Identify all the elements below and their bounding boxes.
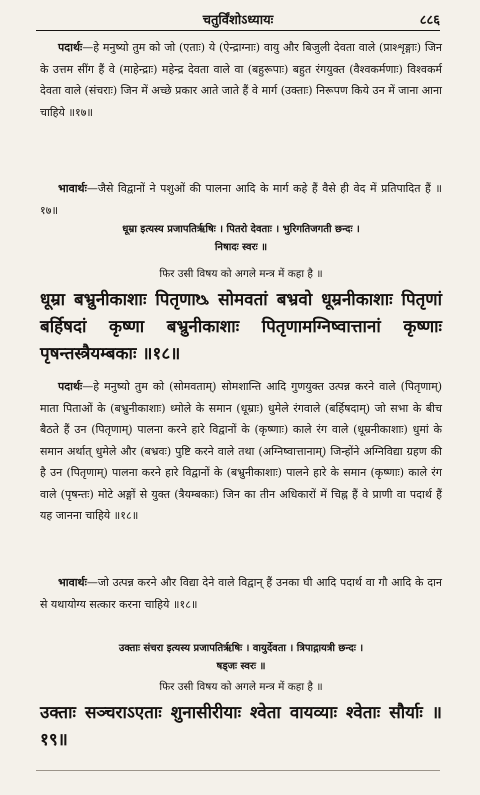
verse19-mantra: उक्ताः सञ्चराऽएताः शुनासीरीयाः श्वेता वायव्याः श्वेताः सौर्याः ॥१९॥ — [40, 703, 442, 750]
bhavartha-text: —जैसे विद्वानों ने पशुओं की पालना आदि के मार्ग कहे हैं वैसे ही वेद में प्रतिपादित हैं ॥१७॥ — [40, 182, 442, 217]
verse18-bhavartha — [40, 572, 442, 615]
verse18-intro: फिर उसी विषय को अगले मन्त्र में कहा है ॥ — [159, 268, 323, 280]
verse19-rishi-line: उक्ताः संचरा इत्यस्य प्रजापतिर्ऋषिः । वायुर्देवता । त्रिपाद्गायत्री छन्दः । — [118, 643, 364, 654]
verse18-svara-line: निषादः स्वरः ॥ — [214, 242, 268, 253]
bottom-rule — [36, 770, 440, 771]
page-number: ८८६ — [419, 13, 440, 28]
verse19-svara-line: षड्जः स्वरः ॥ — [216, 661, 266, 672]
bhavartha-text: —जो उत्पन्न करने और विद्या देने वाले विद्वान् हैं उनका घी आदि पदार्थ वा गौ आदि के दान से यथायोग्य सत्कार करना चाहिये ॥१८॥ — [40, 576, 442, 611]
header-rule — [36, 30, 440, 31]
chapter-title: चतुर्विंशोऽध्यायः — [202, 13, 274, 28]
verse17-padartha — [40, 37, 442, 123]
verse18-padartha — [40, 376, 442, 527]
bhavartha-label: भावार्थः — [58, 182, 87, 195]
padartha-text: —हे मनुष्यो तुम को (सोमवताम्) सोमशान्ति आदि गुणयुक्त उत्पन्न करने वाले (पितृणाम्) माता पिताओं के (बभ्रुनीकाशाः) ध्मोले के समान (धूम्राः) धुमेले रंगवाले (बर्हिषदाम्) जो सभा के बीच बैठते हैं उन (पितृणाम्) पालना करने हारे विद्वानों के (कृष्णाः) काले रंग वाले (धूम्रनीकाशाः) धुमां के समान अर्थात् धुमेले और (बभ्रवः) पुष्टि करने वाले तथा (अग्निष्वात्तानाम्) जिन्होंने अग्निविद्या ग्रहण की है उन (पितृणाम्) पालना करने हारे विद्वानों के (बभ्रुनीकाशाः) पालने हारे के समान (कृष्णाः) काले रंग वाले (पृषन्तः) मोटे अङ्गों से युक्त (त्रैयम्बकाः) जिन का तीन अधिकारों में चिह्न हैं वे प्राणी वा पदार्थ हैं यह जानना चाहिये ॥१८॥ — [40, 380, 442, 522]
verse19-intro: फिर उसी विषय को अगले मन्त्र में कहा है ॥ — [159, 681, 323, 693]
verse18-mantra: धूम्रा बभ्रुनीकाशाः पितृणाᳬ सोमवतां बभ्रवो धूम्रनीकाशाः पितृणां बर्हिषदां कृष्णा बभ्रुनीकाशाः पितृणामग्निष्वात्तानां कृष्णाः पृषन्तस्त्रैयम्बकाः ॥१८॥ — [40, 290, 442, 364]
verse18-rishi-line: धूम्रा इत्यस्य प्रजापतिर्ऋषिः । पितरो देवताः । भुरिगतिजगती छन्दः । — [122, 224, 360, 235]
verse17-bhavartha — [40, 178, 442, 221]
page-header — [36, 8, 440, 32]
padartha-text: —हे मनुष्यो तुम को जो (एताः) ये (ऐन्द्राग्नाः) वायु और बिजुली देवता वाले (प्राश्शृङ्गाः) जिन के उत्तम सींग हैं वे (माहेन्द्राः) महेन्द्र देवता वाले वा (बहुरूपाः) बहुत रंगयुक्त (वैश्वकर्मणाः) विश्वकर्म देवता वाले (संचराः) जिन में अच्छे प्रकार आते जाते हैं वे मार्ग (उक्ताः) निरूपण किये उन में जाना आना चाहिये ॥१७॥ — [40, 41, 442, 119]
padartha-label: पदार्थः — [58, 380, 83, 393]
padartha-label: पदार्थः — [58, 41, 83, 54]
bhavartha-label: भावार्थः — [58, 576, 87, 589]
